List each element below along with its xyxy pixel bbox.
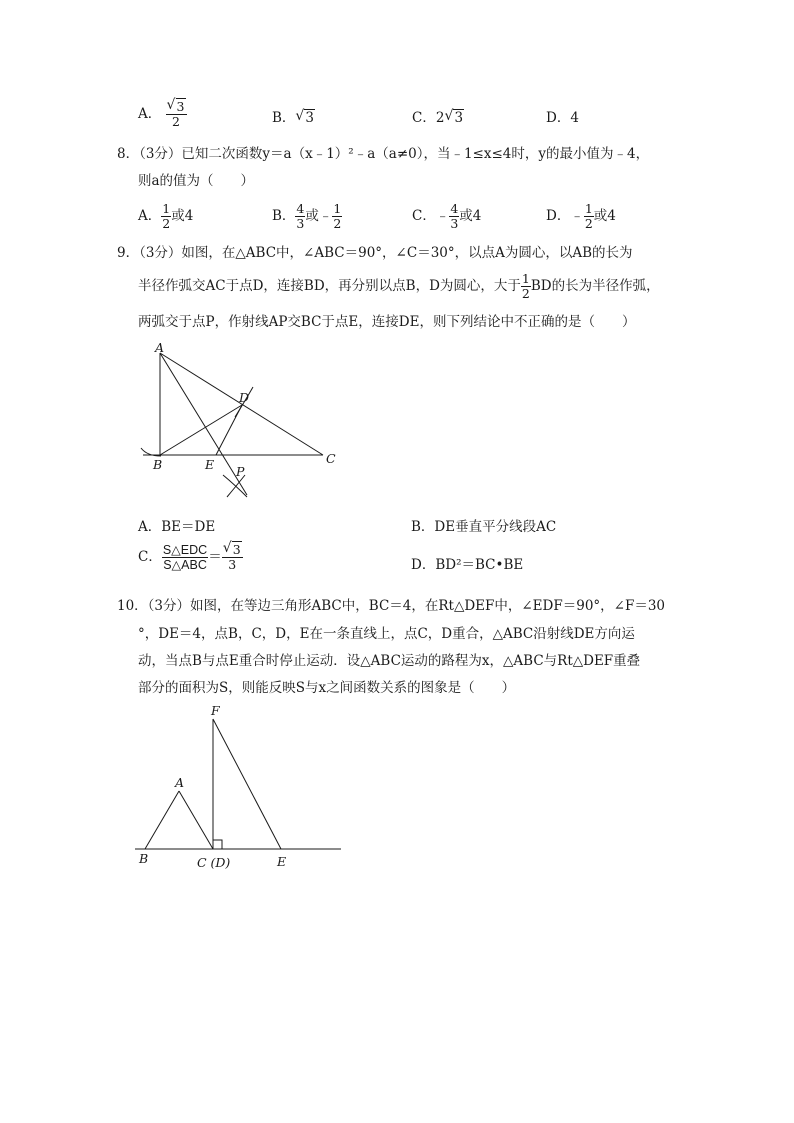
option-label: C． (412, 110, 436, 126)
q10-stem-line-1: 10．（3分）如图，在等边三角形ABC中，BC＝4，在Rt△DEF中，∠EDF＝90°，∠F＝30 (117, 598, 666, 614)
label-b: B (153, 457, 163, 472)
q8-stem-line-2: 则a的值为（ ） (138, 173, 255, 189)
q9-stem-line-2 (138, 272, 660, 301)
fraction: √ 3 3 (222, 540, 241, 572)
label-d: D (239, 390, 250, 405)
option-label: B． (272, 208, 296, 224)
option-label: D．4 (546, 110, 579, 126)
option-label: D．﹣ (546, 208, 584, 224)
q9-stem-line-3: 两弧交于点P，作射线AP交BC于点E，连接DE，则下列结论中不正确的是（ ） (138, 314, 636, 330)
label-e: E (277, 854, 287, 869)
q8-option-a[interactable] (138, 202, 193, 231)
q7-option-a[interactable] (138, 97, 187, 129)
q9-option-c[interactable] (138, 540, 243, 572)
option-value: 3 (305, 110, 315, 126)
q8-option-b[interactable] (272, 202, 342, 231)
option-tail: 或4 (459, 208, 482, 224)
label-f: F (211, 703, 220, 718)
q7-option-d[interactable] (546, 106, 579, 126)
q9-figure (135, 335, 365, 505)
q7-option-b[interactable]: B． √ 3 (272, 108, 315, 126)
label-c: C (326, 451, 336, 466)
q9-option-a[interactable]: A．BE＝DE (138, 519, 216, 535)
ray-ap (160, 353, 250, 495)
option-label: A． (138, 106, 162, 122)
fraction: √ 3 2 (166, 97, 185, 129)
option-label: C．﹣ (412, 208, 450, 224)
fraction: $\frac{1}{2}$ (333, 201, 342, 231)
q10-stem-line-3: 动，当点B与点E重合时停止运动．设△ABC运动的路程为x，△ABC与Rt△DEF重叠 (138, 653, 641, 669)
fraction: $\frac{1}{2}$ (521, 271, 530, 301)
segment-bd (160, 405, 242, 455)
fraction: $\frac{4}{3}$ (450, 201, 459, 231)
stem-text: BD的长为半径作弧， (530, 278, 660, 294)
q8-stem-line-1: 8．（3分）已知二次函数y＝a（x﹣1）²﹣a（a≠0），当﹣1≤x≤4时，y的最小值为﹣4， (117, 146, 650, 162)
option-label: A． (138, 208, 162, 224)
equals: ＝ (208, 549, 222, 565)
label-b: B (139, 851, 149, 866)
option-tail: 或4 (593, 208, 616, 224)
fraction: $\frac{1}{2}$ (584, 201, 593, 231)
label-c-d: C (D) (197, 855, 231, 870)
option-coefficient: 2 (435, 110, 445, 126)
q9-option-d[interactable]: D．BD²＝BC•BE (411, 557, 524, 573)
q10-figure (135, 700, 350, 875)
option-value: 3 (454, 110, 464, 126)
q7-option-c[interactable]: C．2 √ 3 (412, 108, 464, 126)
label-p: P (236, 464, 245, 479)
segment-ac (179, 791, 213, 849)
q10-stem-line-2: °，DE＝4，点B，C，D，E在一条直线上，点C，D重合，△ABC沿射线DE方向运 (138, 626, 635, 642)
fraction: $\frac{4}{3}$ (296, 201, 305, 231)
option-mid: 或﹣ (305, 208, 333, 224)
stem-text: 半径作弧交AC于点D，连接BD，再分别以点B，D为圆心，大于 (138, 278, 521, 294)
fraction: $\frac{1}{2}$ (162, 201, 171, 231)
q8-option-d[interactable] (546, 202, 616, 231)
label-a: A (155, 340, 165, 355)
label-e: E (205, 457, 215, 472)
segment-fe (213, 719, 281, 849)
q8-option-c[interactable] (412, 202, 481, 231)
fraction: $\frac{\text{S△EDC}}{\text{S△ABC}}$ (162, 543, 208, 572)
q9-stem-line-1: 9．（3分）如图，在△ABC中，∠ABC＝90°，∠C＝30°，以点A为圆心，以AB的长为 (117, 245, 633, 261)
option-label: B． (272, 110, 296, 126)
q9-option-b[interactable]: B．DE垂直平分线段AC (411, 519, 557, 535)
q10-stem-line-4: 部分的面积为S，则能反映S与x之间函数关系的图象是（ ） (138, 680, 516, 696)
segment-ba (145, 791, 179, 849)
option-tail: 或4 (171, 208, 194, 224)
label-a: A (175, 775, 185, 790)
option-label: C． (138, 549, 162, 565)
right-angle-mark (213, 840, 222, 849)
